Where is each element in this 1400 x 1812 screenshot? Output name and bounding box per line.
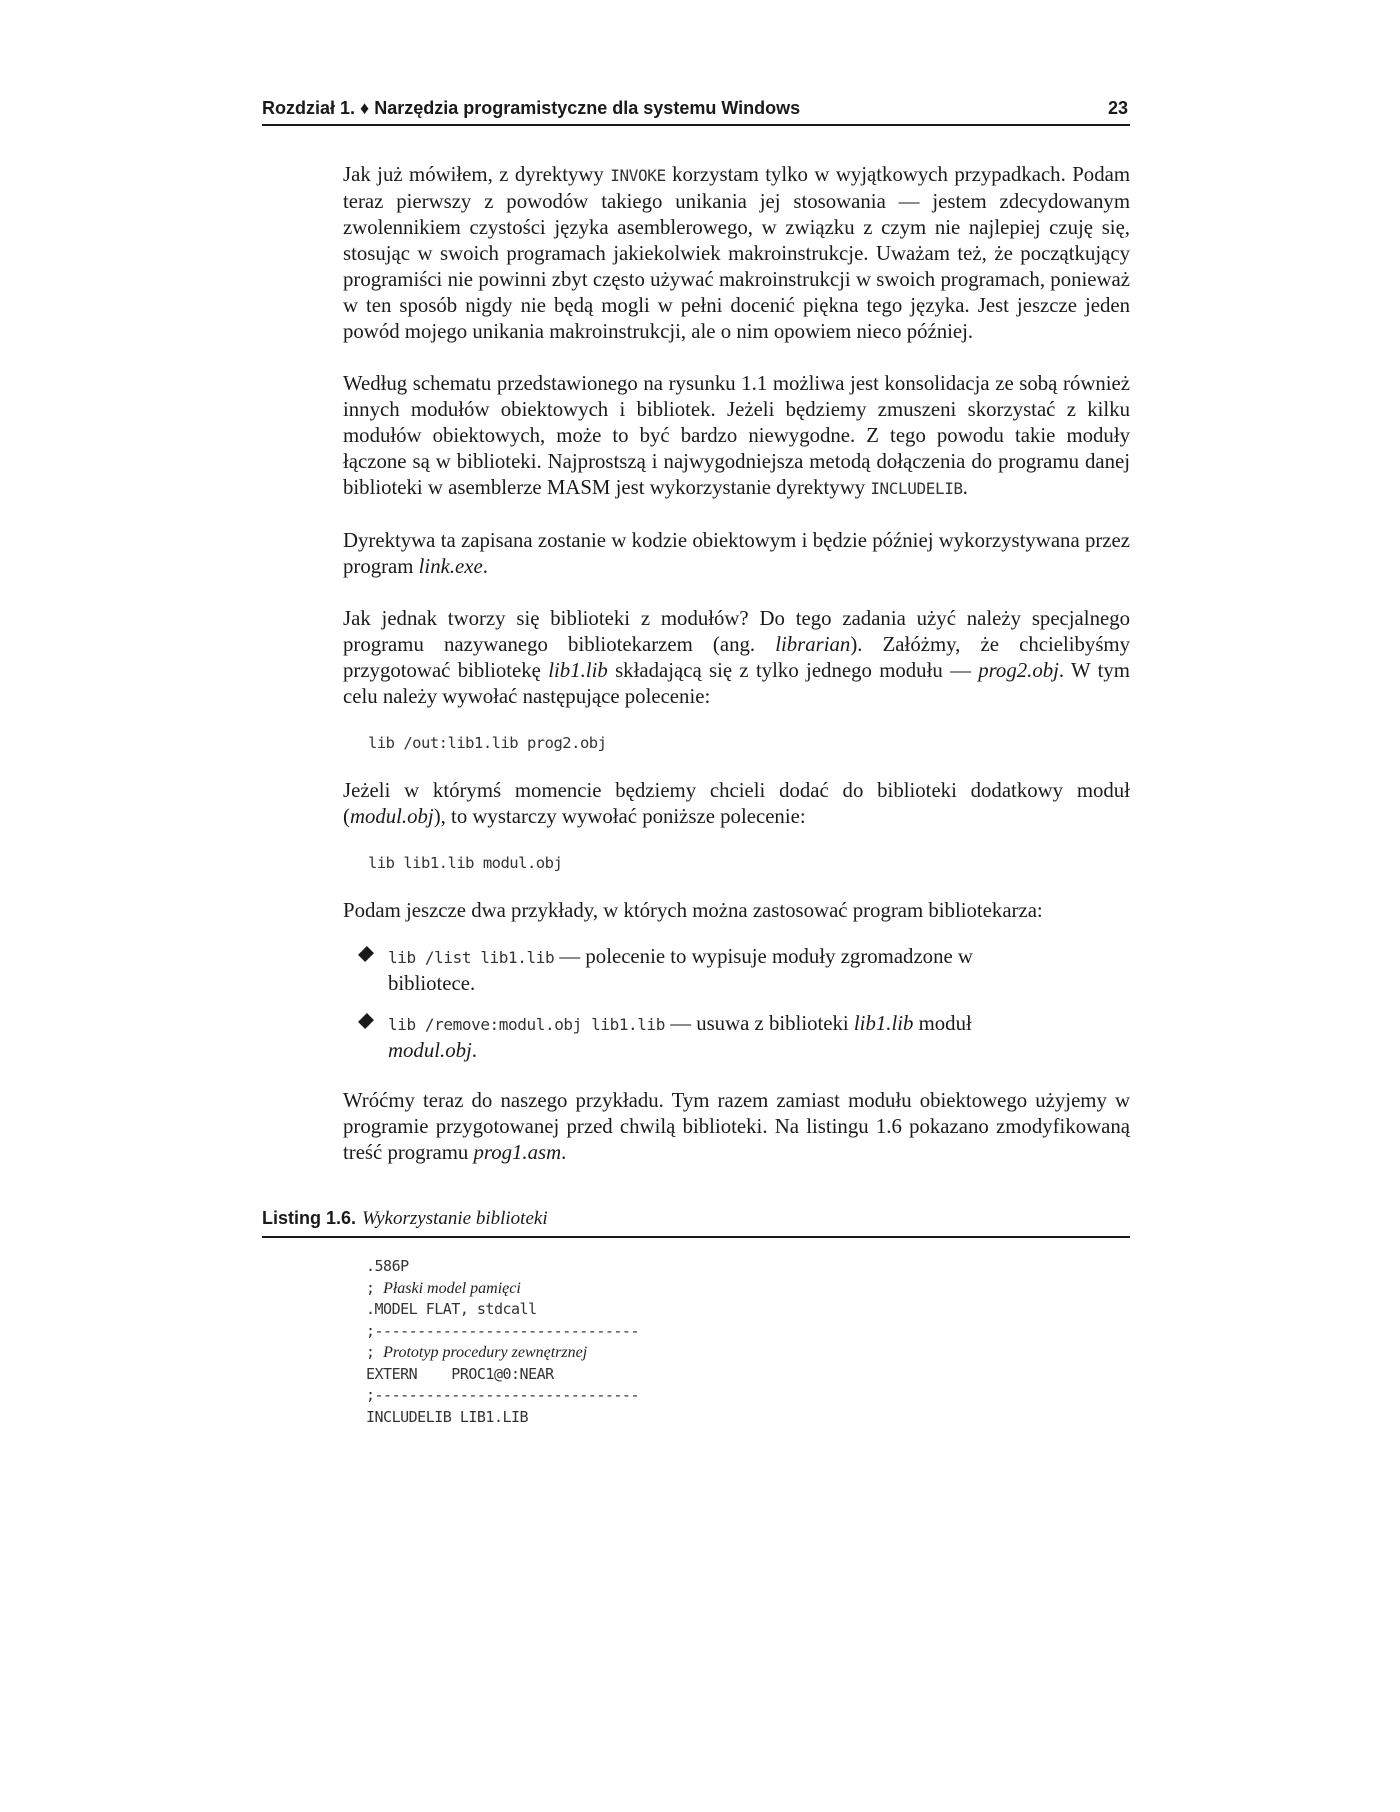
- diamond-bullet-icon: [358, 946, 374, 962]
- paragraph-4: [343, 606, 1130, 710]
- p3-text-b: .: [482, 555, 488, 578]
- code-line: ;-------------------------------: [366, 1386, 639, 1404]
- includelib-directive: INCLUDELIB: [870, 479, 963, 498]
- modul-filename: modul.obj: [388, 1039, 472, 1062]
- comment-marker: ;: [366, 1343, 384, 1361]
- command-2: lib lib1.lib modul.obj: [368, 854, 563, 872]
- code-line: INCLUDELIB LIB1.LIB: [366, 1407, 529, 1426]
- comment-marker: ;: [366, 1278, 384, 1297]
- code-listing: [366, 1256, 639, 1428]
- prog2-filename: prog2.obj: [978, 659, 1059, 682]
- link-exe-filename: link.exe: [418, 555, 483, 578]
- list-command: lib /list lib1.lib: [388, 948, 555, 967]
- listing-title: Wykorzystanie biblioteki: [362, 1208, 548, 1229]
- p3-text-a: Dyrektywa ta zapisana zostanie w kodzie obiektowym i będzie później wykorzystywana przez program: [343, 529, 1130, 578]
- p5-text-b: ), to wystarczy wywołać poniższe polecenie:: [433, 805, 806, 828]
- code-line: .MODEL FLAT, stdcall: [366, 1300, 537, 1318]
- lib1-filename: lib1.lib: [853, 1012, 914, 1035]
- code-line: .586P: [366, 1257, 409, 1275]
- modul-filename: modul.obj: [349, 805, 434, 828]
- p2-text-b: .: [962, 476, 968, 499]
- p4-text-a: Jak jednak tworzy się biblioteki z modułów? Do tego zadania użyć należy specjalnego programu nazywanego bibliotekarzem (ang.: [343, 607, 1130, 656]
- remove-command: lib /remove:modul.obj lib1.lib: [388, 1015, 665, 1034]
- list-text-a: — usuwa z biblioteki: [665, 1012, 854, 1035]
- paragraph-5: [343, 778, 1130, 830]
- page-number: 23: [1107, 98, 1128, 118]
- prog1-filename: prog1.asm: [473, 1141, 562, 1164]
- paragraph-3: [343, 528, 1130, 580]
- diamond-bullet-icon: [358, 1013, 374, 1029]
- code-line: ;-------------------------------: [366, 1321, 639, 1340]
- running-header: [262, 98, 1130, 126]
- code-comment: Prototyp procedury zewnętrznej: [383, 1344, 588, 1361]
- list-text-b: moduł: [913, 1012, 972, 1035]
- librarian-term: librarian: [775, 633, 851, 656]
- code-line: EXTERN PROC1@0:NEAR: [366, 1364, 554, 1383]
- p1-text-b: korzystam tylko w wyjątkowych przypadkach. Podam teraz pierwszy z powodów takiego unikania jej stosowania — jestem zdecydowanym zwolennikiem czystości języka asemblerowego, w związku z czym nie najlepiej czuję się, stosując w swoich programach jakiekolwiek makroinstrukcje. Uważam też, że początkujący programiści nie powinni zbyt często używać makroinstrukcji w swoich programach, ponieważ w ten sposób nigdy nie będą mogli w pełni docenić piękna tego języka. Jest jeszcze jeden powód mojego unikania makroinstrukcji, ale o nim opowiem nieco później.: [343, 163, 1130, 343]
- p4-text-d: . W tym celu należy wywołać następujące polecenie:: [343, 659, 1130, 708]
- code-comment: Płaski model pamięci: [383, 1279, 521, 1297]
- code-line: [366, 1278, 639, 1300]
- paragraph-6: Podam jeszcze dwa przykłady, w których można zastosować program bibliotekarza:: [343, 899, 1043, 922]
- p1-text-a: Jak już mówiłem, z dyrektywy: [343, 163, 611, 186]
- code-line: [366, 1342, 639, 1364]
- listing-caption: [262, 1208, 1130, 1238]
- list-text-c: .: [471, 1039, 477, 1062]
- paragraph-7: [343, 1088, 1130, 1166]
- p4-text-c: składającą się z tylko jednego modułu —: [607, 659, 979, 682]
- p5-text-a: Jeżeli w którymś momencie będziemy chcieli dodać do biblioteki dodatkowy moduł (: [343, 779, 1130, 828]
- list-text: — polecenie to wypisuje moduły zgromadzone w bibliotece.: [388, 945, 973, 995]
- main-text: [343, 162, 1130, 1192]
- paragraph-2: [343, 371, 1130, 502]
- p7-text-a: Wróćmy teraz do naszego przykładu. Tym razem zamiast modułu obiektowego użyjemy w programie przygotowanej przed chwilą biblioteki. Na listingu 1.6 pokazano zmodyfikowaną treść programu: [343, 1089, 1130, 1164]
- chapter-title: Rozdział 1. ♦ Narzędzia programistyczne dla systemu Windows: [262, 98, 801, 118]
- p7-text-b: .: [561, 1141, 567, 1164]
- command-1: lib /out:lib1.lib prog2.obj: [368, 734, 607, 752]
- p4-text-b: ). Załóżmy, że chcielibyśmy przygotować bibliotekę: [343, 633, 1130, 682]
- p2-text-a: Według schematu przedstawionego na rysunku 1.1 możliwa jest konsolidacja ze sobą również innych modułów obiektowych i bibliotek. Jeżeli będziemy zmuszeni skorzystać z kilku modułów obiektowych, może to być bardzo niewygodne. Z tego powodu takie moduły łączone są w biblioteki. Najprostszą i najwygodniejsza metodą dołączenia do programu danej biblioteki w asemblerze MASM jest wykorzystanie dyrektywy: [343, 372, 1130, 499]
- lib1-filename: lib1.lib: [548, 659, 608, 682]
- list-item: [388, 944, 1028, 997]
- invoke-directive: INVOKE: [610, 166, 666, 185]
- examples-list: [343, 944, 1130, 1064]
- list-item: [388, 1011, 1028, 1064]
- listing-label: Listing 1.6.: [262, 1208, 357, 1228]
- paragraph-1: [343, 162, 1130, 345]
